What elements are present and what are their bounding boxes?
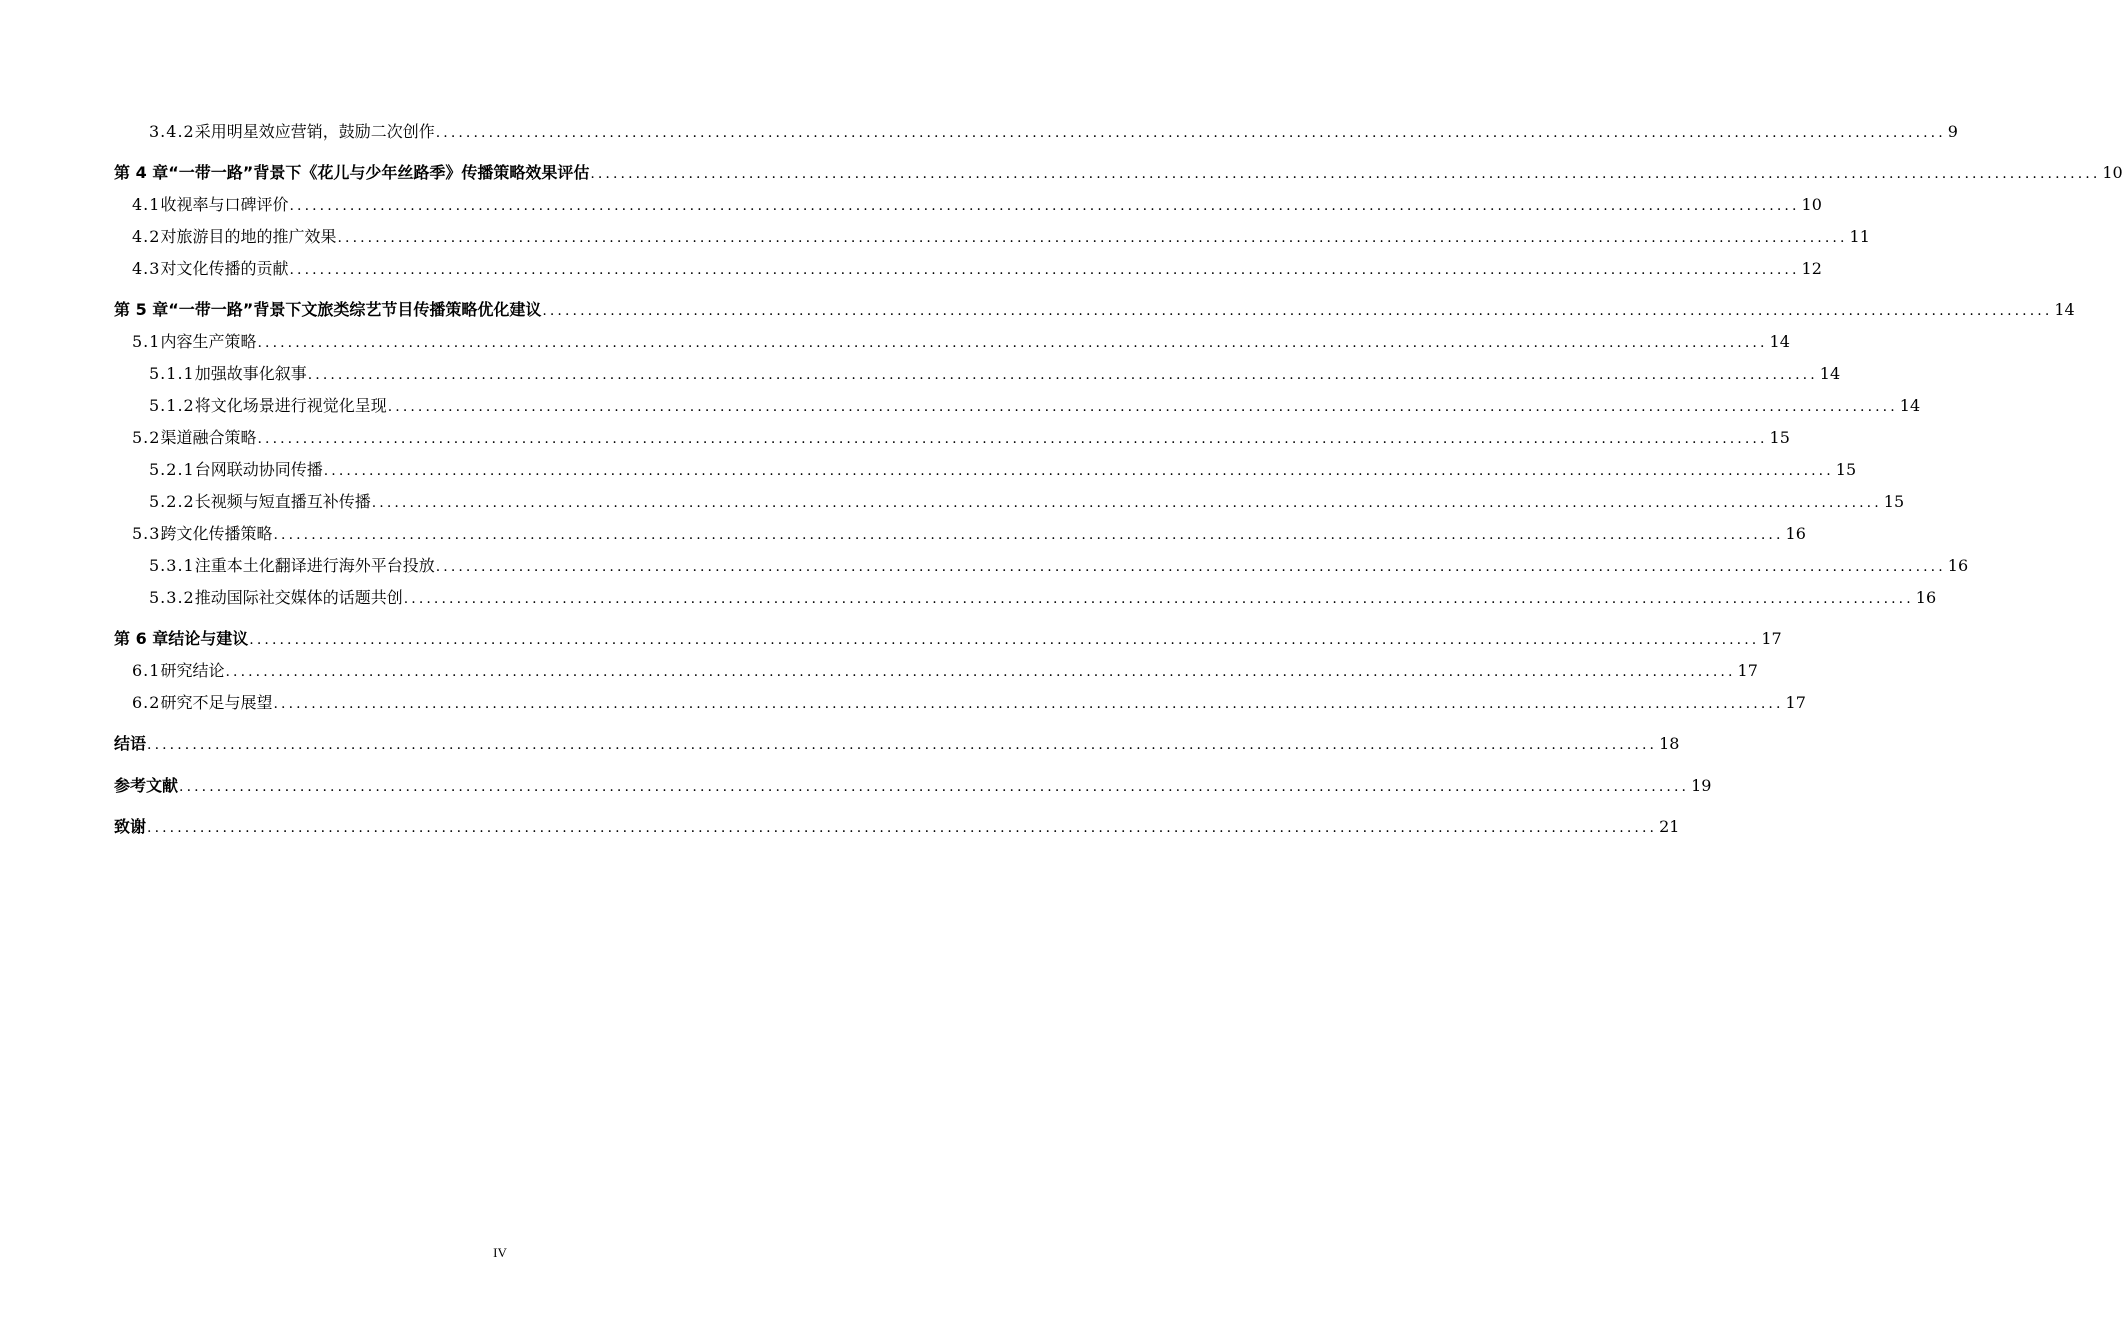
toc-entry[interactable] — [132, 332, 1790, 353]
toc-entry[interactable] — [132, 428, 1790, 449]
dot-leader: ........................................................................................................................................................................................................ — [289, 198, 1800, 214]
toc-entry-page: 19 — [1691, 776, 1712, 795]
toc-entry-title: 台网联动协同传播 — [194, 460, 323, 479]
dot-leader: ........................................................................................................................................................................................................ — [323, 463, 1834, 479]
toc-entry-number: 5.3 — [132, 524, 161, 543]
toc-entry-title: 长视频与短直播互补传播 — [194, 492, 371, 511]
toc-entry-number: 5.1.1 — [149, 364, 195, 383]
dot-leader: ........................................................................................................................................................................................................ — [273, 696, 1784, 712]
toc-entry[interactable] — [149, 460, 1857, 481]
toc-entry-page: 17 — [1785, 693, 1806, 712]
dot-leader: ........................................................................................................................................................................................................ — [387, 399, 1898, 415]
toc-entry-title: 加强故事化叙事 — [194, 364, 307, 383]
toc-entry[interactable] — [114, 163, 2123, 184]
dot-leader: ........................................................................................................................................................................................................ — [249, 632, 1760, 648]
dot-leader: ........................................................................................................................................................................................................ — [225, 664, 1736, 680]
toc-entry-page: 16 — [1785, 524, 1806, 543]
toc-entry-title: 采用明星效应营销，鼓励二次创作 — [194, 122, 435, 141]
dot-leader: ........................................................................................................................................................................................................ — [435, 125, 1946, 141]
toc-entry-page: 15 — [1769, 428, 1790, 447]
toc-entry-page: 14 — [1819, 364, 1841, 383]
toc-entry[interactable] — [132, 259, 1822, 280]
toc-entry[interactable] — [149, 556, 1969, 577]
toc-entry-page: 14 — [1899, 396, 1921, 415]
dot-leader: ........................................................................................................................................................................................................ — [179, 779, 1690, 795]
toc-entry-page: 15 — [1883, 492, 1905, 511]
toc-entry-number: 4.1 — [132, 195, 161, 214]
dot-leader: ........................................................................................................................................................................................................ — [435, 559, 1946, 575]
toc-entry-number: 3.4.2 — [149, 122, 195, 141]
toc-entry-page: 16 — [1915, 588, 1937, 607]
toc-entry-page: 15 — [1835, 460, 1857, 479]
toc-entry-number: 5.1.2 — [149, 396, 195, 415]
dot-leader: ........................................................................................................................................................................................................ — [542, 303, 2053, 319]
toc-entry[interactable] — [114, 776, 1712, 797]
toc-entry[interactable] — [149, 588, 1937, 609]
dot-leader: ........................................................................................................................................................................................................ — [337, 230, 1848, 246]
toc-entry-title: 将文化场景进行视觉化呈现 — [194, 396, 387, 415]
toc-entry[interactable] — [149, 492, 1905, 513]
toc-entry-page: 16 — [1947, 556, 1969, 575]
toc-entry[interactable] — [132, 693, 1806, 714]
toc-entry-number: 第 6 章 — [114, 629, 169, 648]
toc-entry[interactable] — [114, 734, 1680, 755]
toc-entry-number: 5.2.2 — [149, 492, 195, 511]
toc-entry-number: 6.1 — [132, 661, 161, 680]
toc-entry-number: 5.3.1 — [149, 556, 195, 575]
toc-entry-title: “一带一路”背景下文旅类综艺节目传播策略优化建议 — [168, 300, 542, 319]
dot-leader: ........................................................................................................................................................................................................ — [371, 495, 1882, 511]
page-number-footer: IV — [493, 1245, 507, 1260]
dot-leader: ........................................................................................................................................................................................................ — [257, 335, 1768, 351]
toc-entry-title: 渠道融合策略 — [160, 428, 257, 447]
toc-entry-page: 12 — [1801, 259, 1822, 278]
toc-entry-title: 结语 — [114, 734, 147, 753]
toc-entry-title: 结论与建议 — [168, 629, 249, 648]
toc-entry-title: 内容生产策略 — [160, 332, 257, 351]
toc-entry-page: 11 — [1849, 227, 1870, 246]
toc-entry-page: 14 — [2054, 300, 2075, 319]
toc-entry[interactable] — [132, 661, 1758, 682]
dot-leader: ........................................................................................................................................................................................................ — [590, 166, 2101, 182]
toc-entry-title: 对文化传播的贡献 — [160, 259, 289, 278]
toc-entry-title: 致谢 — [114, 817, 147, 836]
toc-entry-page: 10 — [2102, 163, 2123, 182]
dot-leader: ........................................................................................................................................................................................................ — [307, 367, 1818, 383]
toc-entry-number: 6.2 — [132, 693, 161, 712]
toc-entry-title: 推动国际社交媒体的话题共创 — [194, 588, 403, 607]
dot-leader: ........................................................................................................................................................................................................ — [289, 262, 1800, 278]
toc-entry-page: 14 — [1769, 332, 1790, 351]
toc-entry-page: 18 — [1659, 734, 1680, 753]
toc-entry-number: 4.3 — [132, 259, 161, 278]
toc-entry-number: 第 5 章 — [114, 300, 169, 319]
toc-entry-title: 参考文献 — [114, 776, 179, 795]
toc-entry[interactable] — [114, 300, 2075, 321]
toc-entry-page: 9 — [1947, 122, 1958, 141]
toc-entry[interactable] — [149, 122, 1958, 143]
toc-entry[interactable] — [132, 195, 1822, 216]
toc-entry-title: 收视率与口碑评价 — [160, 195, 289, 214]
toc-entry[interactable] — [114, 629, 1782, 650]
toc-entry[interactable] — [114, 817, 1680, 838]
toc-entry-title: 研究结论 — [160, 661, 225, 680]
toc-entry-title: 跨文化传播策略 — [160, 524, 273, 543]
toc-entry-title: 注重本土化翻译进行海外平台投放 — [194, 556, 435, 575]
toc-entry[interactable] — [132, 227, 1870, 248]
toc-entry-number: 4.2 — [132, 227, 161, 246]
toc-entry-page: 17 — [1737, 661, 1758, 680]
dot-leader: ........................................................................................................................................................................................................ — [257, 431, 1768, 447]
toc-entry-number: 5.2 — [132, 428, 161, 447]
toc-entry[interactable] — [149, 364, 1841, 385]
dot-leader: ........................................................................................................................................................................................................ — [403, 591, 1914, 607]
toc-entry-number: 5.3.2 — [149, 588, 195, 607]
toc-entry-title: 研究不足与展望 — [160, 693, 273, 712]
toc-entry-number: 5.2.1 — [149, 460, 195, 479]
toc-entry[interactable] — [132, 524, 1806, 545]
dot-leader: ........................................................................................................................................................................................................ — [147, 820, 1658, 836]
toc-entry-page: 21 — [1659, 817, 1680, 836]
toc-entry-number: 第 4 章 — [114, 163, 169, 182]
toc-entry-number: 5.1 — [132, 332, 161, 351]
dot-leader: ........................................................................................................................................................................................................ — [273, 527, 1784, 543]
toc-entry-title: “一带一路”背景下《花儿与少年丝路季》传播策略效果评估 — [168, 163, 590, 182]
toc-entry[interactable] — [149, 396, 1921, 417]
toc-entry-title: 对旅游目的地的推广效果 — [160, 227, 337, 246]
toc-entry-page: 10 — [1801, 195, 1822, 214]
toc-entry-page: 17 — [1761, 629, 1782, 648]
dot-leader: ........................................................................................................................................................................................................ — [147, 737, 1658, 753]
